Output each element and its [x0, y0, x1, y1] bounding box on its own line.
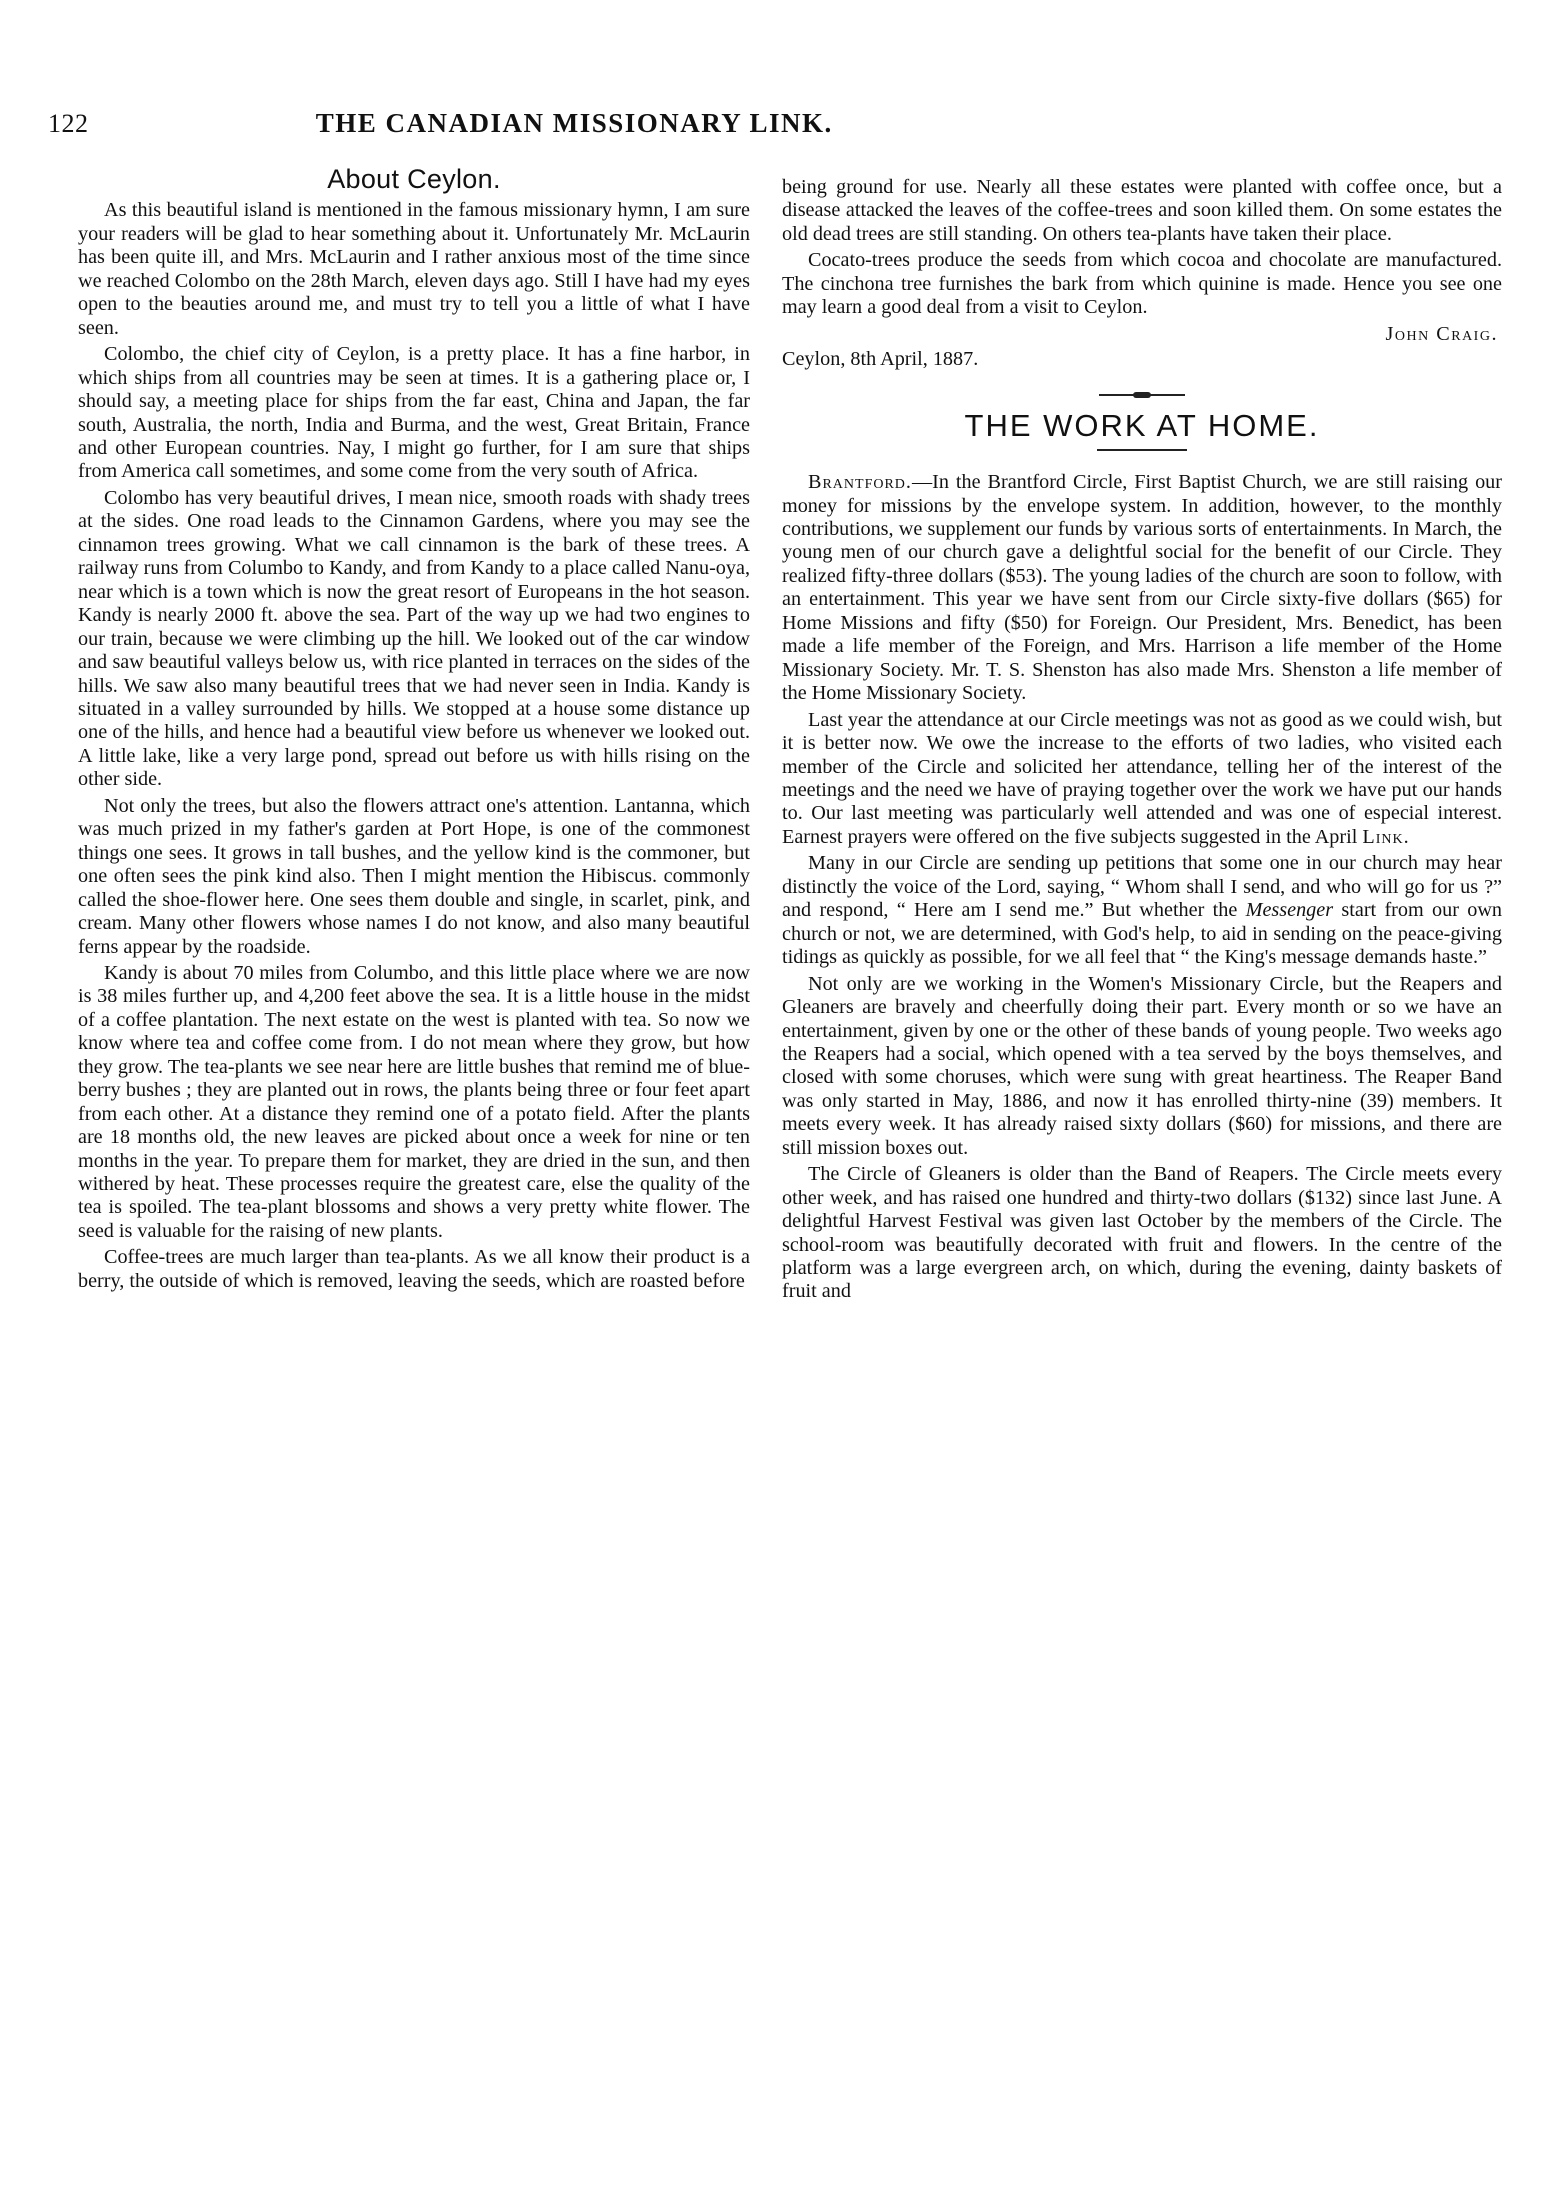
link-word: Link. — [1362, 825, 1410, 848]
author-signature: John Craig. — [1385, 322, 1498, 345]
continued-paragraph: being ground for use. Nearly all these estates were planted with coffee once, but a disease attacked the leaves of the coffee-trees and soon killed them. On some estates the old dead trees are still standing. On others tea-plants have taken their place. — [782, 176, 1502, 245]
ornamental-rule — [1099, 394, 1185, 400]
paragraph: As this beautiful island is mentioned in the famous missionary hymn, I am sure your readers will be glad to hear something about it. Unfortunately Mr. McLaurin has been quite ill, and Mrs. McLaurin and I rather anxious most of the time since we reached Colombo on the 28th March, eleven days ago. Still I have had my eyes open to the beauties around me, and must try to tell you a little of what I have seen. — [78, 199, 750, 339]
about-ceylon-title: About Ceylon. — [327, 164, 501, 194]
paragraph-text: Last year the attendance at our Circle meetings was not as good as we could wish, but it is better now. We owe the increase to the efforts of two ladies, who visited each member of the Circle and solicited her attendance, telling her of the interest of the meetings and the need we have of praying together over the work we have put our hands to. Our last meeting was particularly well attended and was one of especial interest. Earnest prayers were offered on the five subjects suggested in the April — [782, 708, 1502, 848]
paragraph: The Circle of Gleaners is older than the Band of Reapers. The Circle meets every other week, and has raised one hundred and thirty-two dollars ($132) since last June. A delightful Harvest Festival was given last October by the members of the Circle. The school-room was beautifully decorated with fruit and flowers. In the centre of the platform was a large evergreen arch, on which, during the evening, dainty baskets of fruit and — [782, 1163, 1502, 1303]
paragraph: Colombo has very beautiful drives, I mean nice, smooth roads with shady trees at the sides. One road leads to the Cinnamon Gardens, where you may see the cinnamon trees growing. What we call cinnamon is the bark of these trees. A railway runs from Columbo to Kandy, and from Kandy to a place called Nanu-oya, near which is a town which is now the great resort of Europeans in the hot season. Kandy is nearly 2000 ft. above the sea. Part of the way up we had two engines to our train, because we were climbing up the hill. We looked out of the car window and saw beautiful valleys below us, with rice planted in terraces on the sides of the hills. We saw also many beautiful trees that we had never seen in India. Kandy is situated in a valley surrounded by hills. We stopped at a house some distance up one of the hills, and hence had a beautiful view before us whenever we looked out. A little lake, like a very large pond, spread out before us with hills rising on the other side. — [78, 486, 750, 791]
title-underline — [1097, 449, 1187, 451]
messenger-word: Messenger — [1245, 899, 1334, 922]
paragraph: Cocato-trees produce the seeds from which cocoa and chocolate are manufactured. The cinchona tree furnishes the bark from which quinine is made. Hence you see one may learn a good deal from a visit to Ceylon. — [782, 249, 1502, 319]
paragraph: Coffee-trees are much larger than tea-plants. As we all know their product is a berry, the outside of which is removed, leaving the seeds, which are roasted before — [78, 1246, 750, 1292]
paragraph — [782, 709, 1502, 850]
paragraph: Kandy is about 70 miles from Columbo, and this little place where we are now is 38 miles further up, and 4,200 feet above the sea. It is a little house in the midst of a coffee plantation. The next estate on the west is planted with tea. So now we know where tea and coffee come from. I do not mean where they grow, but how they grow. The tea-plants we see near here are little bushes that remind me of blue-berry bushes ; they are planted out in rows, the plants being three or four feet apart from each other. At a distance they remind one of a potato field. After the plants are 18 months old, the new leaves are picked about once a week for nine or ten months in the year. To prepare them for market, they are dried in the sun, and then withered by heat. These processes require the greatest care, else the quality of the tea is spoiled. The tea-plant blossoms and shows a very pretty white flower. The seed is valuable for the raising of new plants. — [78, 961, 750, 1242]
dateline: Ceylon, 8th April, 1887. — [782, 348, 979, 371]
journal-title: THE CANADIAN MISSIONARY LINK. — [315, 108, 833, 138]
work-at-home-title: THE WORK AT HOME. — [964, 407, 1320, 443]
page-number: 122 — [48, 109, 89, 138]
paragraph-text: Many in our Circle are sending up petitions that some one in our church may hear distinctly the voice of the Lord, saying, “ Whom shall I send, and who will go for us ?” and respond, “ Here am I send me.” But whether the — [782, 852, 1502, 922]
place-name: Brantford. — [808, 471, 912, 494]
paragraph-text: —In the Brantford Circle, First Baptist Church, we are still raising our money for missions by the envelope system. In addition, however, to the monthly contributions, we supplement our funds by various sorts of entertainments. In March, the young men of our church gave a delightful social for the benefit of our Circle. They realized fifty-three dollars ($53). The young ladies of the church are soon to follow, with an entertainment. This year we have sent from our Circle sixty-five dollars ($65) for Home Missions and fifty ($50) for Foreign. Our President, Mrs. Benedict, has been made a life member of the Foreign, and Mrs. Harrison a life member of the Home Missionary Society. Mr. T. S. Shenston has also made Mrs. Shenston a life member of the Home Missionary Society. — [782, 471, 1502, 705]
paragraph: Not only are we working in the Women's Missionary Circle, but the Reapers and Gleaners are bravely and cheerfully doing their part. Every month or so we have an entertainment, given by one or the other of these bands of young people. Two weeks ago the Reapers had a social, which opened with a tea served by the boys themselves, and closed with some choruses, which were sung with great heartiness. The Reaper Band was only started in May, 1886, and now it has enrolled thirty-nine (39) members. It meets every week. It has already raised sixty dollars ($60) for missions, and there are still mission boxes out. — [782, 972, 1502, 1159]
paragraph — [782, 471, 1502, 706]
paragraph: Colombo, the chief city of Ceylon, is a pretty place. It has a fine harbor, in which ships from all countries may be seen at times. It is a gathering place or, I should say, a meeting place for ships from the far east, China and Japan, the far south, Australia, the north, India and Burma, and the west, Great Britain, France and other European countries. Nay, I might go further, for I am sure that ships from America call sometimes, and some come from the very south of Africa. — [78, 343, 750, 483]
paragraph-text: start from our own church or not, we are determined, with God's help, to aid in sending on the peace-giving tidings as quickly as possible, for we all feel that “ the King's message demands haste.” — [782, 899, 1502, 969]
paragraph — [782, 852, 1502, 969]
paragraph: Not only the trees, but also the flowers attract one's attention. Lantanna, which was much prized in my father's garden at Port Hope, is one of the commonest things one sees. It grows in tall bushes, and the yellow kind is the commoner, but one often sees the pink kind also. Then I might mention the Hibiscus. commonly called the shoe-flower here. One sees them double and single, in scarlet, pink, and cream. Many other flowers whose names I do not know, and also many beautiful ferns appear by the roadside. — [78, 794, 750, 958]
left-column — [78, 164, 750, 1296]
running-head — [48, 108, 1120, 139]
right-column — [782, 176, 1502, 1307]
